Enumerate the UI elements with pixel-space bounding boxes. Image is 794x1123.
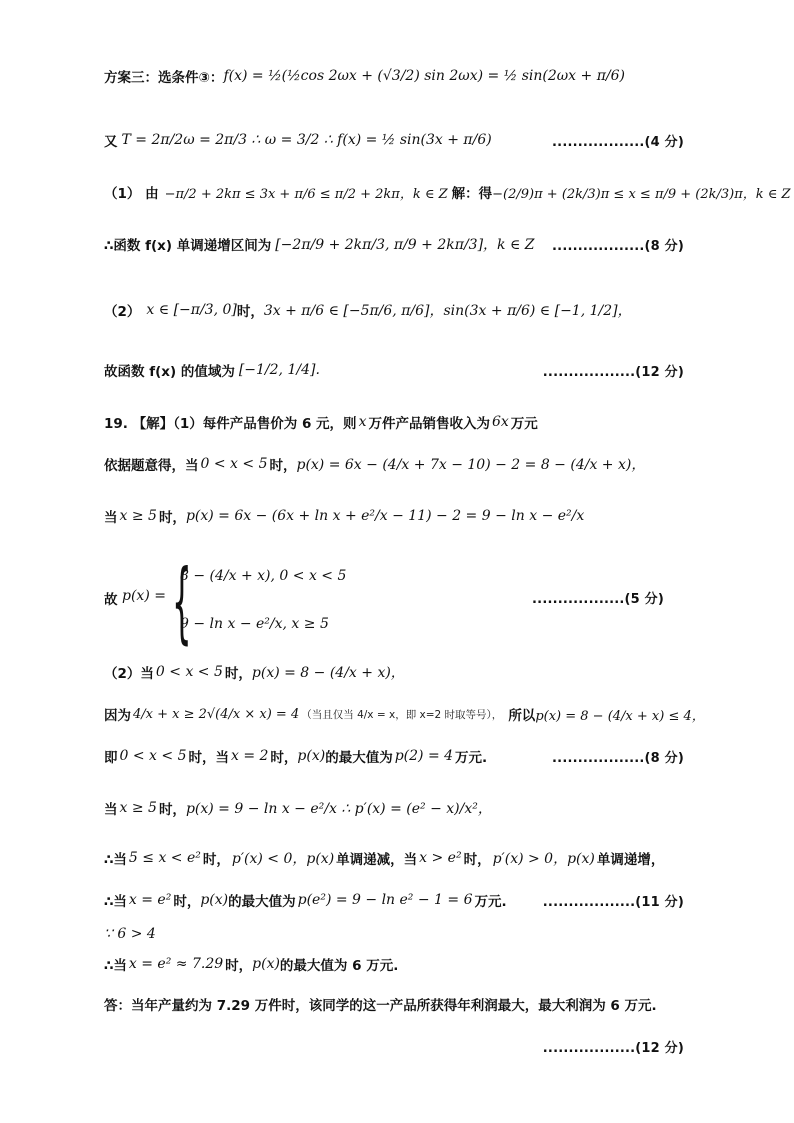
also-label: 又 [104, 134, 118, 150]
p-e2-eq-6: p(e²) = 9 − ln e² − 1 = 6 [297, 892, 473, 908]
formula-range: [−1/2, 1/4]. [238, 362, 320, 378]
formula-am-gm: 4/x + x ≥ 2√(4/x × x) = 4 [133, 706, 300, 722]
wan-yuan-label-2: 万元. [474, 894, 507, 910]
therefore-label-3: ∴当 [104, 958, 127, 974]
part-2b-label: （2）当 [104, 666, 154, 682]
solution-line-7 [104, 402, 684, 442]
formula-p-large: p(x) = 6x − (6x + ln x + e²/x − 11) − 2 = 9 − ln x − e²/x [185, 508, 585, 524]
solution-line-20 [104, 1026, 684, 1066]
when-label-8: 当 [104, 802, 118, 818]
cond-gt-e2: x > e² [419, 850, 462, 866]
so-label: 所以 [508, 708, 536, 724]
solution-line-5 [104, 290, 684, 330]
formula-f-definition: f(x) = ½(½cos 2ωx + (√3/2) sin 2ωx) = ½ sin(2ωx + π/6) [223, 68, 625, 84]
solution-line-4 [104, 224, 684, 264]
when-label-6: 时，当 [188, 750, 229, 766]
solution-line-19 [104, 984, 684, 1024]
x-approx-729: x = e² ≈ 7.29 [128, 956, 224, 972]
deriv-pos: p′(x) > 0，p(x) [492, 851, 595, 867]
cond-ge-5: x ≥ 5 [119, 508, 157, 524]
max-value-6-label: 的最大值为 6 万元. [279, 958, 399, 974]
formula-period: T = 2π/2ω = 2π/3 ∴ ω = 3/2 ∴ f(x) = ½ sin(3x + π/6) [121, 132, 492, 148]
increasing-interval-label: ∴函数 f(x) 单调递增区间为 [104, 238, 272, 254]
p-x-b: p(x) [200, 892, 229, 908]
score-mark-4: ..................(4 分) [552, 134, 684, 150]
cond-5-e2: 5 ≤ x < e² [128, 850, 201, 866]
cond-ge-5-b: x ≥ 5 [119, 800, 157, 816]
wan-yuan-label: 万元. [455, 750, 488, 766]
revenue-label: 万件产品销售收入为 [368, 416, 490, 432]
increasing-label: 单调递增， [596, 852, 665, 868]
cond-0-5-c: 0 < x < 5 [119, 748, 187, 764]
when-label-10: 时， [202, 852, 230, 868]
when-label-4: 时， [158, 510, 186, 526]
score-mark-8a: ..................(8 分) [552, 238, 684, 254]
when-label-13: 时， [225, 958, 253, 974]
revenue-expr: 6x [491, 414, 509, 430]
therefore-label-2: ∴当 [104, 894, 127, 910]
var-x: x [358, 414, 367, 430]
decreasing-label: 单调递减，当 [336, 852, 418, 868]
formula-x-range: −(2/9)π + (2k/3)π ≤ x ≤ π/9 + (2k/3)π，k ∈ Z [492, 186, 791, 202]
case-2: 9 − ln x − e²/x, x ≥ 5 [180, 616, 329, 632]
because-label: 因为 [104, 708, 131, 724]
score-mark-8b: ..................(8 分) [552, 750, 684, 766]
score-mark-5: ..................(5 分) [532, 592, 664, 607]
solution-line-8 [104, 444, 684, 484]
solution-line-14 [104, 788, 684, 828]
cond-0-5-b: 0 < x < 5 [155, 664, 223, 680]
brace-icon: { [172, 550, 192, 653]
range-label: 故函数 f(x) 的值域为 [104, 364, 235, 380]
according-label: 依据题意得，当 [104, 458, 199, 474]
formula-p-small: p(x) = 6x − (4/x + 7x − 10) − 2 = 8 − (4/x + x)， [296, 457, 646, 473]
score-mark-12b: ..................(12 分) [542, 1040, 684, 1056]
max-value-label-2: 的最大值为 [228, 894, 296, 910]
solution-line-1 [104, 56, 684, 96]
solution-line-13 [104, 736, 684, 776]
case-1: 8 − (4/x + x), 0 < x < 5 [180, 568, 347, 584]
solution-line-9 [104, 496, 684, 536]
when-label-11: 时， [463, 852, 491, 868]
when-label: 时， [236, 304, 264, 320]
solve-label: 解：得 [451, 186, 493, 202]
solution-line-6 [104, 350, 684, 390]
score-mark-12a: ..................(12 分) [542, 364, 684, 380]
problem-19-label: 19. 【解】（1）每件产品售价为 6 元，则 [104, 416, 357, 432]
solution-line-15 [104, 838, 684, 878]
deriv-neg: p′(x) < 0，p(x) [231, 851, 335, 867]
when-label-12: 时， [173, 894, 201, 910]
cond-0-5: 0 < x < 5 [200, 456, 268, 472]
piecewise-definition [104, 550, 664, 653]
hence-label: 故 [104, 592, 118, 608]
solution-line-3 [104, 172, 791, 212]
p-x-a: p(x) [297, 748, 326, 764]
formula-increasing-condition: −π/2 + 2kπ ≤ 3x + π/6 ≤ π/2 + 2kπ，k ∈ Z [164, 186, 448, 202]
plan-three-label: 方案三：选条件③： [104, 70, 224, 86]
when-label-2: 时， [269, 458, 297, 474]
x-eq-e2: x = e² [128, 892, 172, 908]
when-label-5: 时， [224, 666, 252, 682]
when-label-3: 当 [104, 510, 118, 526]
p-x-c: p(x) [252, 956, 280, 972]
part-1-label: （1） 由 [104, 186, 159, 202]
solution-line-2 [104, 120, 684, 160]
when-label-9: 时， [158, 802, 186, 818]
formula-sin-range: 3x + π/6 ∈ [−5π/6, π/6]，sin(3x + π/6) ∈ [−1, 1/2]， [263, 303, 632, 319]
solution-line-12 [104, 694, 705, 734]
score-mark-11: ..................(11 分) [542, 894, 684, 910]
therefore-label: ∴当 [104, 852, 127, 868]
part-2-label: （2） [104, 304, 141, 320]
max-value-label: 的最大值为 [325, 750, 393, 766]
equality-note: （当且仅当 4/x = x，即 x=2 时取等号）， [301, 708, 503, 721]
solution-line-11 [104, 652, 684, 692]
formula-p-small-b: p(x) = 8 − (4/x + x)， [251, 665, 405, 681]
since-6-gt-4: ∵ 6 > 4 [104, 926, 156, 942]
solution-line-18 [104, 944, 684, 984]
x-eq-2: x = 2 [230, 748, 269, 764]
unit-label: 万元 [510, 416, 538, 432]
p-of-x: p(x) = [122, 588, 166, 604]
formula-p-le-4: p(x) = 8 − (4/x + x) ≤ 4， [535, 708, 705, 724]
p-2-eq-4: p(2) = 4 [394, 748, 454, 764]
i-e-label: 即 [104, 750, 118, 766]
answer-statement: 答：当年产量约为 7.29 万件时，该同学的这一产品所获得年利润最大，最大利润为 6 万元. [104, 998, 657, 1014]
formula-increasing-interval: [−2π/9 + 2kπ/3, π/9 + 2kπ/3]，k ∈ Z [275, 237, 535, 253]
formula-x-domain: x ∈ [−π/3, 0] [146, 302, 237, 318]
formula-derivative: p(x) = 9 − ln x − e²/x ∴ p′(x) = (e² − x)/x²， [185, 801, 492, 817]
when-label-7: 时， [270, 750, 298, 766]
